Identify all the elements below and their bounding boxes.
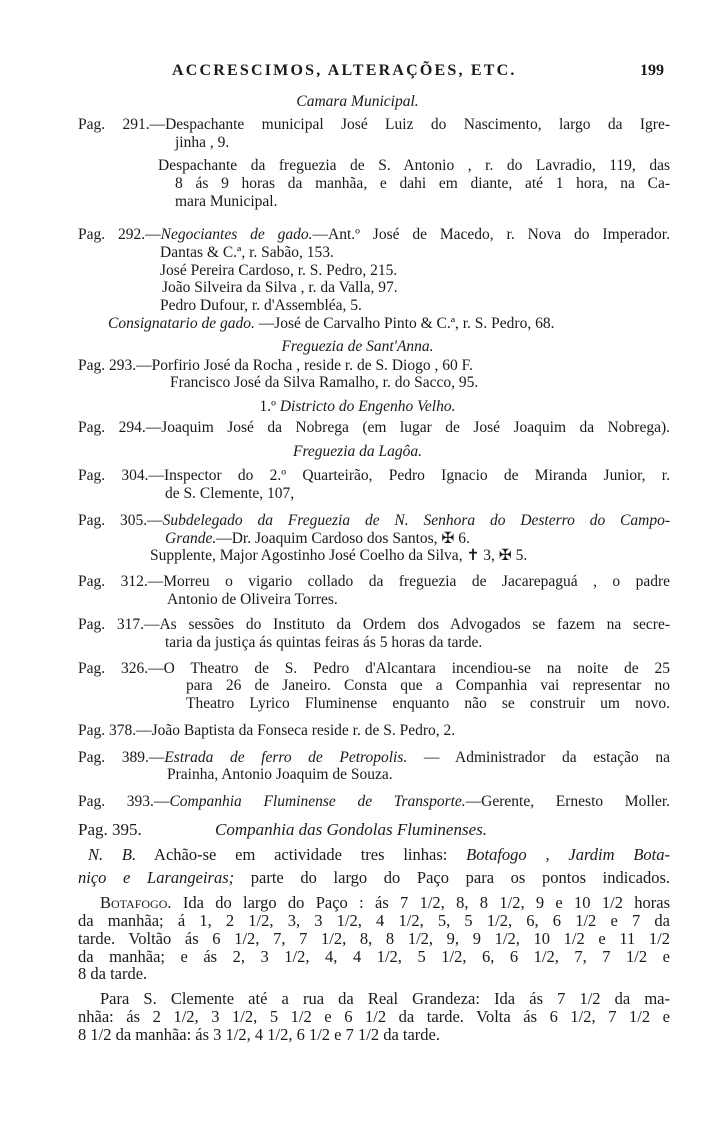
entry-line: João Silveira da Silva , r. da Valla, 97. [162,279,398,296]
paragraph-line: niço e Larangeiras; parte do largo do Paço para os pontos indicados. [78,869,670,887]
section-heading: Camara Municipal. [296,93,419,110]
entry-line: Despachante da freguezia de S. Antonio , r. do Lavradio, 119, das [158,157,670,174]
entry-line: Grande.—Dr. Joaquim Cardoso dos Santos, ✠ 6. [165,530,470,547]
entry-line: Antonio de Oliveira Torres. [167,591,338,608]
section-heading: 1.º Districto do Engenho Velho. [259,398,456,415]
entry-line: Dantas & C.ª, r. Sabão, 153. [160,244,334,261]
entry-line: 8 ás 9 horas da manhãa, e dahi em diante, até 1 hora, na Ca- [175,175,670,192]
entry-line: mara Municipal. [175,193,278,210]
page-number: 199 [640,62,664,79]
running-header: ACCRESCIMOS, ALTERAÇÕES, ETC. [172,62,517,79]
section-heading: Companhia das Gondolas Fluminenses. [215,820,487,839]
entry-line: Pag. 294.—Joaquim José da Nobrega (em lugar de José Joaquim da Nobrega). [78,419,670,436]
entry-line: Pag. 317.—As sessões do Instituto da Ordem dos Advogados se fazem na secre- [78,616,670,633]
entry-line: José Pereira Cardoso, r. S. Pedro, 215. [160,262,398,279]
paragraph-line: 8 1/2 da manhãa: ás 3 1/2, 4 1/2, 6 1/2 e 7 1/2 da tarde. [78,1025,441,1044]
entry-line: Pag. 293.—Porfirio José da Rocha , reside r. de S. Diogo , 60 F. [78,357,473,374]
entry-line: Pag. 305.—Subdelegado da Freguezia de N. Senhora do Desterro do Campo- [78,512,670,529]
entry-line: Francisco José da Silva Ramalho, r. do Sacco, 95. [170,374,479,391]
entry-line: Theatro Lyrico Fluminense enquanto não se construir um novo. [186,695,670,712]
entry-line: taria da justiça ás quintas feiras ás 5 horas da tarde. [165,634,483,651]
section-heading: Freguezia de Sant'Anna. [281,338,434,355]
section-heading: Freguezia da Lagôa. [292,443,423,460]
entry-line: Pag. 292.—Negociantes de gado.—Ant.º José de Macedo, r. Nova do Imperador. [78,226,670,243]
entry-line: Pag. 393.—Companhia Fluminense de Transporte.—Gerente, Ernesto Moller. [78,793,670,810]
entry-line: Pag. 326.—O Theatro de S. Pedro d'Alcantara incendiou-se na noite de 25 [78,660,670,677]
entry-line: Pag. 312.—Morreu o vigario collado da freguezia de Jacarepaguá , o padre [78,573,670,590]
entry-line: Pag. 291.—Despachante municipal José Luiz do Nascimento, largo da Igre- [78,116,670,133]
paragraph-line: Botafogo. Ida do largo do Paço : ás 7 1/2, 8, 8 1/2, 9 e 10 1/2 horas [100,894,670,912]
paragraph-line: N. B. Achão-se em actividade tres linhas: Botafogo , Jardim Bota- [88,846,670,864]
entry-line: Supplente, Major Agostinho José Coelho da Silva, ✝ 3, ✠ 5. [150,547,528,564]
entry-line: Prainha, Antonio Joaquim de Souza. [167,766,393,783]
paragraph-line: Para S. Clemente até a rua da Real Grandeza: Ida ás 7 1/2 da ma- [100,990,670,1008]
paragraph-line: 8 da tarde. [78,964,148,983]
paragraph-line: da manhãa; e ás 2, 3 1/2, 4, 4 1/2, 5 1/2, 6, 6 1/2, 7, 7 1/2 e [78,948,670,966]
entry-line: Pag. 395. [78,820,142,839]
paragraph-line: tarde. Voltão ás 6 1/2, 7, 7 1/2, 8, 8 1/2, 9, 9 1/2, 10 1/2 e 11 1/2 [78,930,670,948]
entry-line: Pag. 304.—Inspector do 2.º Quarteirão, Pedro Ignacio de Miranda Junior, r. [78,467,670,484]
entry-line: Pag. 378.—João Baptista da Fonseca reside r. de S. Pedro, 2. [78,722,456,739]
entry-line: de S. Clemente, 107, [165,485,295,502]
entry-line: Pag. 389.—Estrada de ferro de Petropolis. — Administrador da estação na [78,749,670,766]
entry-line: jinha , 9. [175,134,230,151]
entry-line: Pedro Dufour, r. d'Assembléa, 5. [160,297,362,314]
entry-line: para 26 de Janeiro. Consta que a Companhia vai representar no [186,677,670,694]
entry-line: Consignatario de gado. —José de Carvalho Pinto & C.ª, r. S. Pedro, 68. [108,315,555,332]
paragraph-line: da manhãa; á 1, 2 1/2, 3, 3 1/2, 4 1/2, 5, 5 1/2, 6, 6 1/2 e 7 da [78,912,670,930]
paragraph-line: nhãa: ás 2 1/2, 3 1/2, 5 1/2 e 6 1/2 da tarde. Volta ás 6 1/2, 7 1/2 e [78,1008,670,1026]
